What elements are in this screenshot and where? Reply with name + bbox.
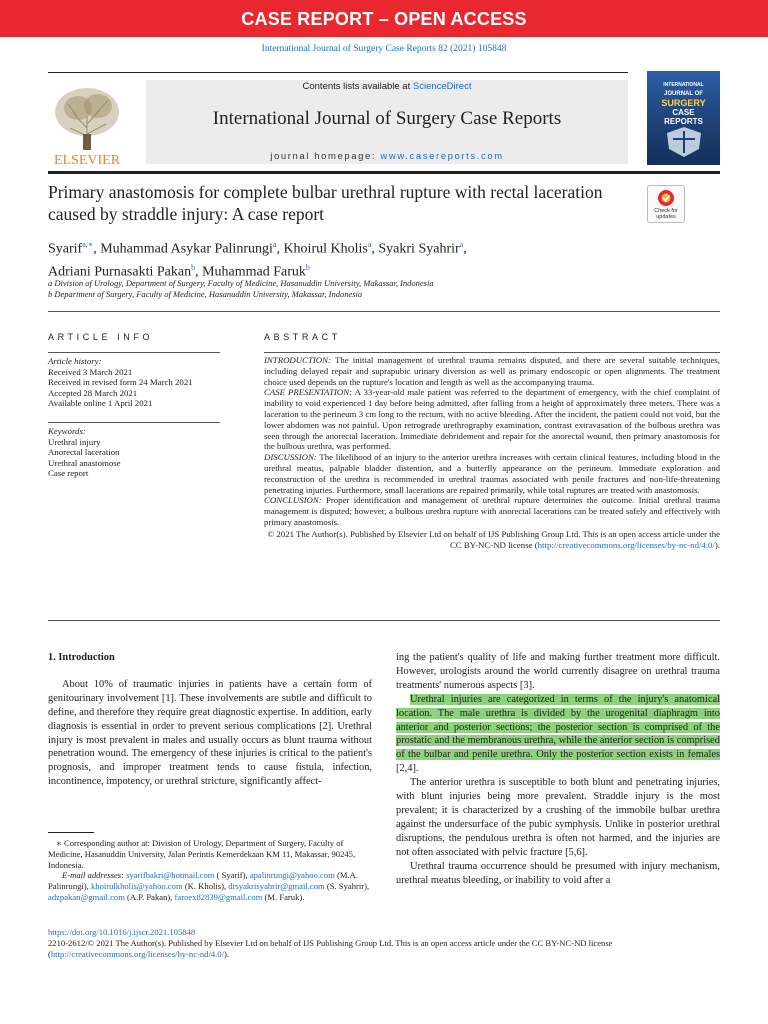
copyright-end: ). <box>714 539 720 550</box>
email-link[interactable]: adzpakan@gmail.com <box>48 891 125 902</box>
keyword: Urethral injury <box>48 436 101 447</box>
journal-title: International Journal of Surgery Case Reports <box>212 108 562 129</box>
keywords <box>48 426 220 479</box>
header-top-rule <box>48 72 628 73</box>
cover-line-3: SURGERY <box>661 98 706 108</box>
article-info-heading: ARTICLE INFO <box>48 332 154 342</box>
author-name[interactable]: Adriani Purnasakti Pakan <box>48 264 192 280</box>
highlighted-paragraph <box>396 693 720 776</box>
header-bottom-rule <box>48 171 720 174</box>
author-affil[interactable]: a <box>367 240 372 249</box>
abstract-heading: ABSTRACT <box>264 332 341 342</box>
check-for-updates-label: Check for updates <box>654 208 678 220</box>
email-owner: (S. Syahrir), <box>324 881 370 892</box>
history-online: Available online 1 April 2021 <box>48 398 153 409</box>
divider <box>264 352 720 353</box>
divider <box>48 620 720 621</box>
keyword: Case report <box>48 468 89 479</box>
license-text: 2210-2612/© 2021 The Author(s). Published by Elsevier Ltd on behalf of IJS Publishing Group Ltd. This is an open access article under the CC BY-NC-ND license ( <box>48 938 613 959</box>
abstract-conclusion <box>264 495 720 527</box>
highlighted-text: Urethral injuries are categorized in terms of the injury's anatomical location. The male urethra is divided by the urogenital diaphragm into anterior and posterior sections; the posterior section is comprised of the prostatic and the membranous urethra, while the anterior section is comprised of the bulbar and penile urethra. Only the posterior section exists in females <box>396 693 720 761</box>
homepage-prefix: journal homepage: <box>270 151 381 162</box>
author-name[interactable]: Syarif <box>48 241 83 257</box>
contents-prefix: Contents lists available at <box>302 81 413 92</box>
author-affil[interactable]: b <box>191 262 196 272</box>
sciencedirect-link[interactable]: ScienceDirect <box>412 81 472 92</box>
abstract-text: Proper identification and management of urethral rupture determines the outcome. Initial urethral trauma management is disputed; however, a bulbous urethra rupture with anorectal lacerations can be treated safely and effectively with primary anastomosis. <box>264 495 720 527</box>
author-name[interactable]: Muhammad Faruk <box>202 264 306 280</box>
paragraph: ing the patient's quality of life and making further treatment more difficult. However, urologists around the world currently disagree on urethral trauma treatments' numerous aspects [3]. <box>396 652 720 691</box>
abstract-text: A 33-year-old male patient was referred to the department of emergency, with the chief complaint of inability to void experienced 1 day before being admitted, after falling from a height of approximately three meters. There was a laceration to the perineum 3 cm long to the rectum, with no active bleeding. After the incident, the patient could not void, but the lower abdomen was not painful. Upon retrograde urethrography examination, contrast extravasation of the bulbous urethra was seen through the anorectal laceration. Immediate debridement and repair for the anorectal wound, then primary anastomosis for the bulbous urethra, was performed. <box>264 387 720 452</box>
contents-line <box>146 81 628 92</box>
cover-line-5: REPORTS <box>664 117 703 126</box>
journal-citation[interactable]: International Journal of Surgery Case Reports 82 (2021) 105848 <box>261 44 507 54</box>
abstract-text: The initial management of urethral trauma remains disputed, and there are several suitable techniques, including delayed repair and suprapubic urinary diversion as well as primary endoscopic or open alignments. The treatment choice used depends on the rupture's location and length as well as the accompanying trauma. <box>264 355 720 387</box>
footer-license-link[interactable]: http://creativecommons.org/licenses/by-nc-nd/4.0/ <box>50 949 224 959</box>
abstract-label: CASE PRESENTATION: <box>264 387 353 398</box>
corresponding-author: ∗ Corresponding author at: Division of Urology, Department of Surgery, Faculty of Medicine, Hasanuddin University, Jalan Perintis Kemerdekaan KM 11, Makassar, 90245, Indonesia. <box>48 838 356 870</box>
author-name[interactable]: Syakri Syahrir <box>378 241 460 257</box>
license-link[interactable]: http://creativecommons.org/licenses/by-nc-nd/4.0/ <box>537 539 715 550</box>
author-name[interactable]: Muhammad Asykar Palinrungi <box>100 241 273 257</box>
body-left-column <box>48 651 372 789</box>
cover-line-1: INTERNATIONAL <box>663 82 704 88</box>
cover-line-2: JOURNAL OF <box>664 91 703 97</box>
email-owner: (M. Faruk). <box>262 891 305 902</box>
abstract-discussion <box>264 452 720 495</box>
email-link[interactable]: faroex82839@gmail.com <box>174 891 263 902</box>
journal-homepage <box>146 151 628 162</box>
footnote-rule <box>48 832 94 833</box>
corresponding-footnote <box>48 838 372 903</box>
email-addresses <box>48 870 372 902</box>
paragraph-tail: [2,4]. <box>396 763 419 775</box>
author-list: Syarif$^{a,∗}$, Muhammad Asykar Palinrungi$^a$, Khoirul Kholis$^a$, Syakri Syahrir$^a$, Adriani Purnasakti Pakan$^b$, Muhammad Faruk$^b$ <box>48 240 467 280</box>
homepage-link[interactable]: www.casereports.com <box>380 151 504 162</box>
copyright-text: © 2021 The Author(s). Published by Elsevier Ltd on behalf of IJS Publishing Group Ltd. This is an open access article under the CC BY-NC-ND license ( <box>267 528 720 550</box>
divider <box>48 422 220 423</box>
abstract-case <box>264 387 720 452</box>
article-title: Primary anastomosis for complete bulbar urethral rupture with rectal laceration caused by straddle injury: A case report <box>48 182 603 224</box>
email-link[interactable]: drsyakrisyahrir@gmail.com <box>228 881 325 892</box>
affiliation-a: a Division of Urology, Department of Surgery, Faculty of Medicine, Hasanuddin University, Makassar, Indonesia <box>48 278 434 288</box>
author-name[interactable]: Khoirul Kholis <box>283 241 368 257</box>
cover-title <box>651 81 716 126</box>
email-label: E-mail addresses: <box>62 870 127 881</box>
paragraph: Urethral trauma occurrence should be presumed with injury mechanism, urethral meatus bleeding, or inability to void after a <box>396 860 720 886</box>
email-owner: (A.P. Pakan), <box>124 891 175 902</box>
abstract-label: INTRODUCTION: <box>264 355 331 365</box>
cover-emblem-icon <box>661 125 707 159</box>
author-affil[interactable]: b <box>305 262 310 272</box>
abstract-text: The likelihood of an injury to the anterior urethra increases with certain clinical features, including blood in the urethral meatus, palpable bladder distention, and a butterfly appearance on the perineum. Immediate exploration and reconstruction of the urethra is recommended in urethral traumas associated with penile fractures and non-life-threatening penetrating injuries. Furthermore, small lacerations are repaired primarily, while total ruptures are treated with anastomosis. <box>264 452 720 495</box>
abstract-copyright <box>264 529 720 551</box>
journal-cover-image <box>647 71 720 165</box>
section-title: 1. Introduction <box>48 652 115 663</box>
license-end: ). <box>223 949 229 959</box>
doi-link[interactable]: https://doi.org/10.1016/j.ijscr.2021.105848 <box>48 927 196 937</box>
abstract-body <box>264 355 720 550</box>
abstract-label: CONCLUSION: <box>264 495 322 506</box>
body-right-column <box>396 651 720 887</box>
article-history <box>48 356 220 409</box>
email-link[interactable]: khoirulkholis@yahoo.com <box>90 881 183 892</box>
cover-line-4: CASE <box>672 108 695 117</box>
email-link[interactable]: apalinrungi@yahoo.com <box>249 870 335 881</box>
author-affil[interactable]: a <box>459 240 464 249</box>
email-owner: (M.A. Palinrungi), <box>48 870 358 892</box>
keywords-label: Keywords: <box>48 426 86 436</box>
open-access-banner: CASE REPORT – OPEN ACCESS <box>0 0 768 37</box>
history-revised: Received in revised form 24 March 2021 <box>48 377 193 388</box>
affiliation-b: b Department of Surgery, Faculty of Medicine, Hasanuddin University, Makassar, Indonesia <box>48 289 363 299</box>
keyword: Anorectal laceration <box>48 447 120 458</box>
email-owner: (K. Kholis), <box>182 881 229 892</box>
elsevier-wordmark: ELSEVIER <box>53 153 121 166</box>
keyword: Urethral anastomose <box>48 457 121 468</box>
author-affil[interactable]: a,∗ <box>82 240 94 249</box>
abstract-introduction <box>264 355 720 387</box>
history-accepted: Accepted 28 March 2021 <box>48 387 138 398</box>
abstract-label: DISCUSSION: <box>264 452 317 463</box>
email-link[interactable]: syarifbakri@hotmail.com <box>126 870 215 881</box>
divider <box>48 352 220 353</box>
paragraph: The anterior urethra is susceptible to both blunt and penetrating injuries, with blunt injuries being more prevalent. Straddle injury is the most prevalent; it is characterized by a crushing of the immobile bulbar urethra against the undersurface of the pubic symphysis. Unlike in posterior urethral disruptions, the pendulous urethra is often not harmed, and the injuries are not often associated with pelvic fracture [5,6]. <box>396 777 720 858</box>
divider <box>48 311 720 312</box>
email-owner: ( Syarif), <box>214 870 250 881</box>
paragraph: About 10% of traumatic injuries in patients have a certain form of genitourinary involvement [1]. These involvements are subtle and difficult to define, and therefore they require great diagnostic expertise. In addition, early diagnosis is essential in order to prevent serious complications [2]. Urethral injury is most prevalent in males and usually occurs as blunt trauma without penetration wound. The emergency of these injuries is critical to the patient's prognosis, and improper treatment tends to cause fistula, infection, incontinence, impotency, or urethral stricture, significantly affect- <box>48 678 372 788</box>
history-label: Article history: <box>48 356 102 366</box>
check-for-updates-badge[interactable] <box>647 185 685 223</box>
footer-license <box>48 938 720 960</box>
author-affil[interactable]: a <box>272 240 277 249</box>
affiliations <box>48 278 648 300</box>
history-received: Received 3 March 2021 <box>48 366 133 377</box>
elsevier-tree-logo <box>48 78 126 166</box>
